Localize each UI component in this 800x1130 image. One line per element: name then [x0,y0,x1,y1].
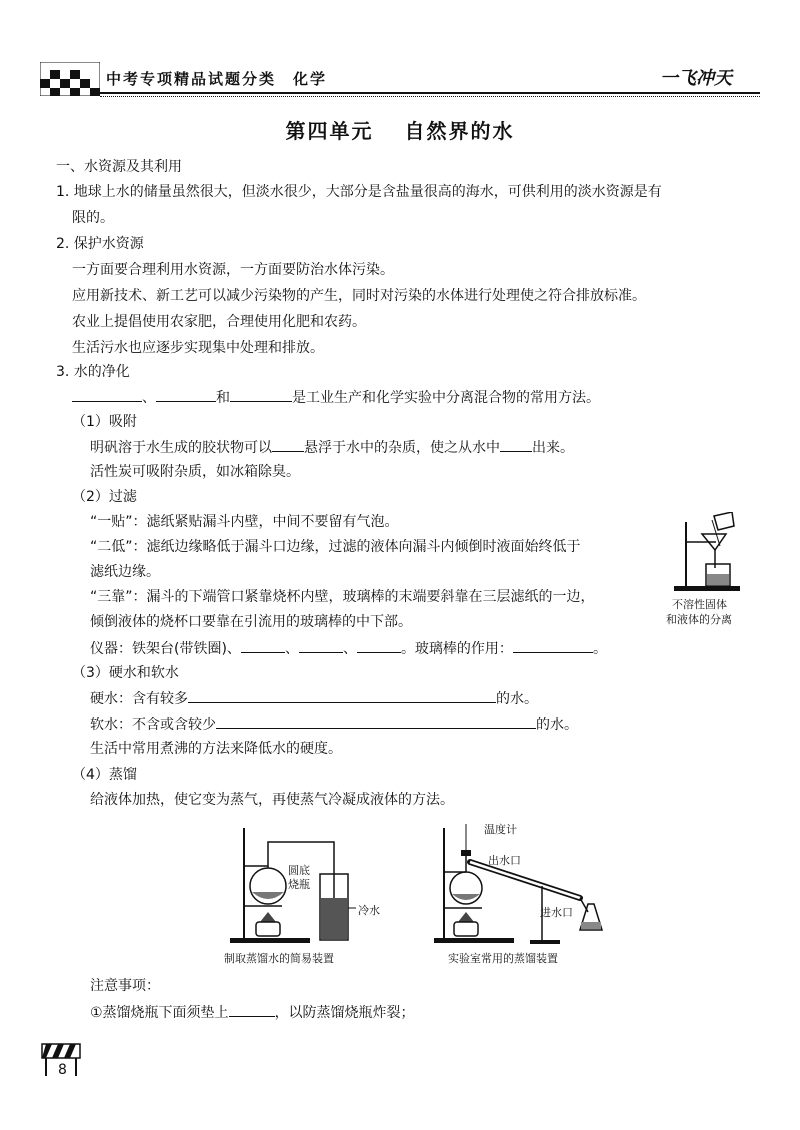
paragraph: “三靠”：漏斗的下端管口紧靠烧杯内壁，玻璃棒的末端要斜靠在三层滤纸的一边， [90,589,595,605]
subheading: （2）过滤 [72,489,137,505]
paragraph: 1. 地球上水的储量虽然很大，但淡水很少，大部分是含盐量很高的海水，可供利用的淡水资源是有 [56,184,662,200]
answer-blank[interactable] [216,714,536,729]
paragraph: “二低”：滤纸边缘略低于漏斗口边缘，过滤的液体向漏斗内倾倒时液面始终低于 [90,539,581,555]
paragraph: 限的。 [72,210,114,226]
fill-line-adsorb: 明矾溶于水生成的胶状物可以 悬浮于水中的杂质，使之从水中 出来。 [90,437,574,458]
answer-blank[interactable] [357,638,401,653]
fill-line-instruments: 仪器：铁架台(带铁圈)、 、 、 。玻璃棒的作用： 。 [90,638,607,659]
figure-label: 出水口 [488,854,521,867]
paragraph: 一方面要合理利用水资源，一方面要防治水体污染。 [72,262,394,278]
answer-blank[interactable] [72,387,142,402]
answer-blank[interactable] [156,387,216,402]
figure-label: 温度计 [484,823,517,836]
answer-blank[interactable] [188,688,496,703]
paragraph: “一贴”：滤纸紧贴漏斗内壁，中间不要留有气泡。 [90,514,399,530]
answer-blank[interactable] [241,638,285,653]
answer-blank[interactable] [500,437,532,452]
figure-caption: 实验室常用的蒸馏装置 [448,952,558,965]
figure-label: 冷水 [358,904,380,917]
figure-label: 烧瓶 [288,878,310,891]
filtration-figure [668,512,748,592]
fill-line-hard-water: 硬水：含有较多 的水。 [90,688,538,709]
section-heading: 一、水资源及其利用 [56,159,182,175]
paragraph: 滤纸边缘。 [90,564,160,580]
subheading: 3. 水的净化 [56,364,130,380]
answer-blank[interactable] [272,437,304,452]
paragraph: 应用新技术、新工艺可以减少污染物的产生，同时对污染的水体进行处理使之符合排放标准。 [72,288,646,304]
paragraph: 给液体加热，使它变为蒸气，再使蒸气冷凝成液体的方法。 [90,792,454,808]
answer-blank[interactable] [299,638,343,653]
answer-blank[interactable] [230,387,292,402]
subheading: （3）硬水和软水 [72,665,179,681]
fill-line-methods: 、 和 是工业生产和化学实验中分离混合物的常用方法。 [72,387,600,408]
answer-blank[interactable] [513,638,593,653]
subheading: （1）吸附 [72,414,137,430]
subheading: 2. 保护水资源 [56,236,144,252]
figure-label: 进水口 [540,906,573,919]
subheading: （4）蒸馏 [72,767,137,783]
figure-caption: 和液体的分离 [666,613,732,626]
paragraph: 农业上提倡使用农家肥，合理使用化肥和农药。 [72,314,366,330]
header-rule [100,92,760,94]
answer-blank[interactable] [229,1002,275,1017]
paragraph: 生活中常用煮沸的方法来降低水的硬度。 [90,741,342,757]
paragraph: 活性炭可吸附杂质，如冰箱除臭。 [90,464,300,480]
fill-line-soft-water: 软水：不含或含较少 的水。 [90,714,578,735]
header-rule-dotted [100,96,760,97]
figure-label: 圆底 [288,864,310,877]
fill-line-note: ①蒸馏烧瓶下面须垫上 ，以防蒸馏烧瓶炸裂； [90,1002,415,1023]
unit-title: 第四单元 自然界的水 [285,119,515,143]
figure-caption: 不溶性固体 [672,598,727,611]
checker-logo-icon [40,62,100,96]
page-number: 8 [58,1062,67,1078]
figure-caption: 制取蒸馏水的简易装置 [224,952,334,965]
paragraph: 生活污水也应逐步实现集中处理和排放。 [72,340,324,356]
page-header [40,58,760,98]
lab-distillation-figure [430,818,620,947]
paragraph: 倾倒液体的烧杯口要靠在引流用的玻璃棒的中下部。 [90,614,412,630]
brand-logo: 一飞冲天 [660,68,732,89]
notes-heading: 注意事项： [90,978,160,994]
header-title: 中考专项精品试题分类 化学 [106,70,328,88]
